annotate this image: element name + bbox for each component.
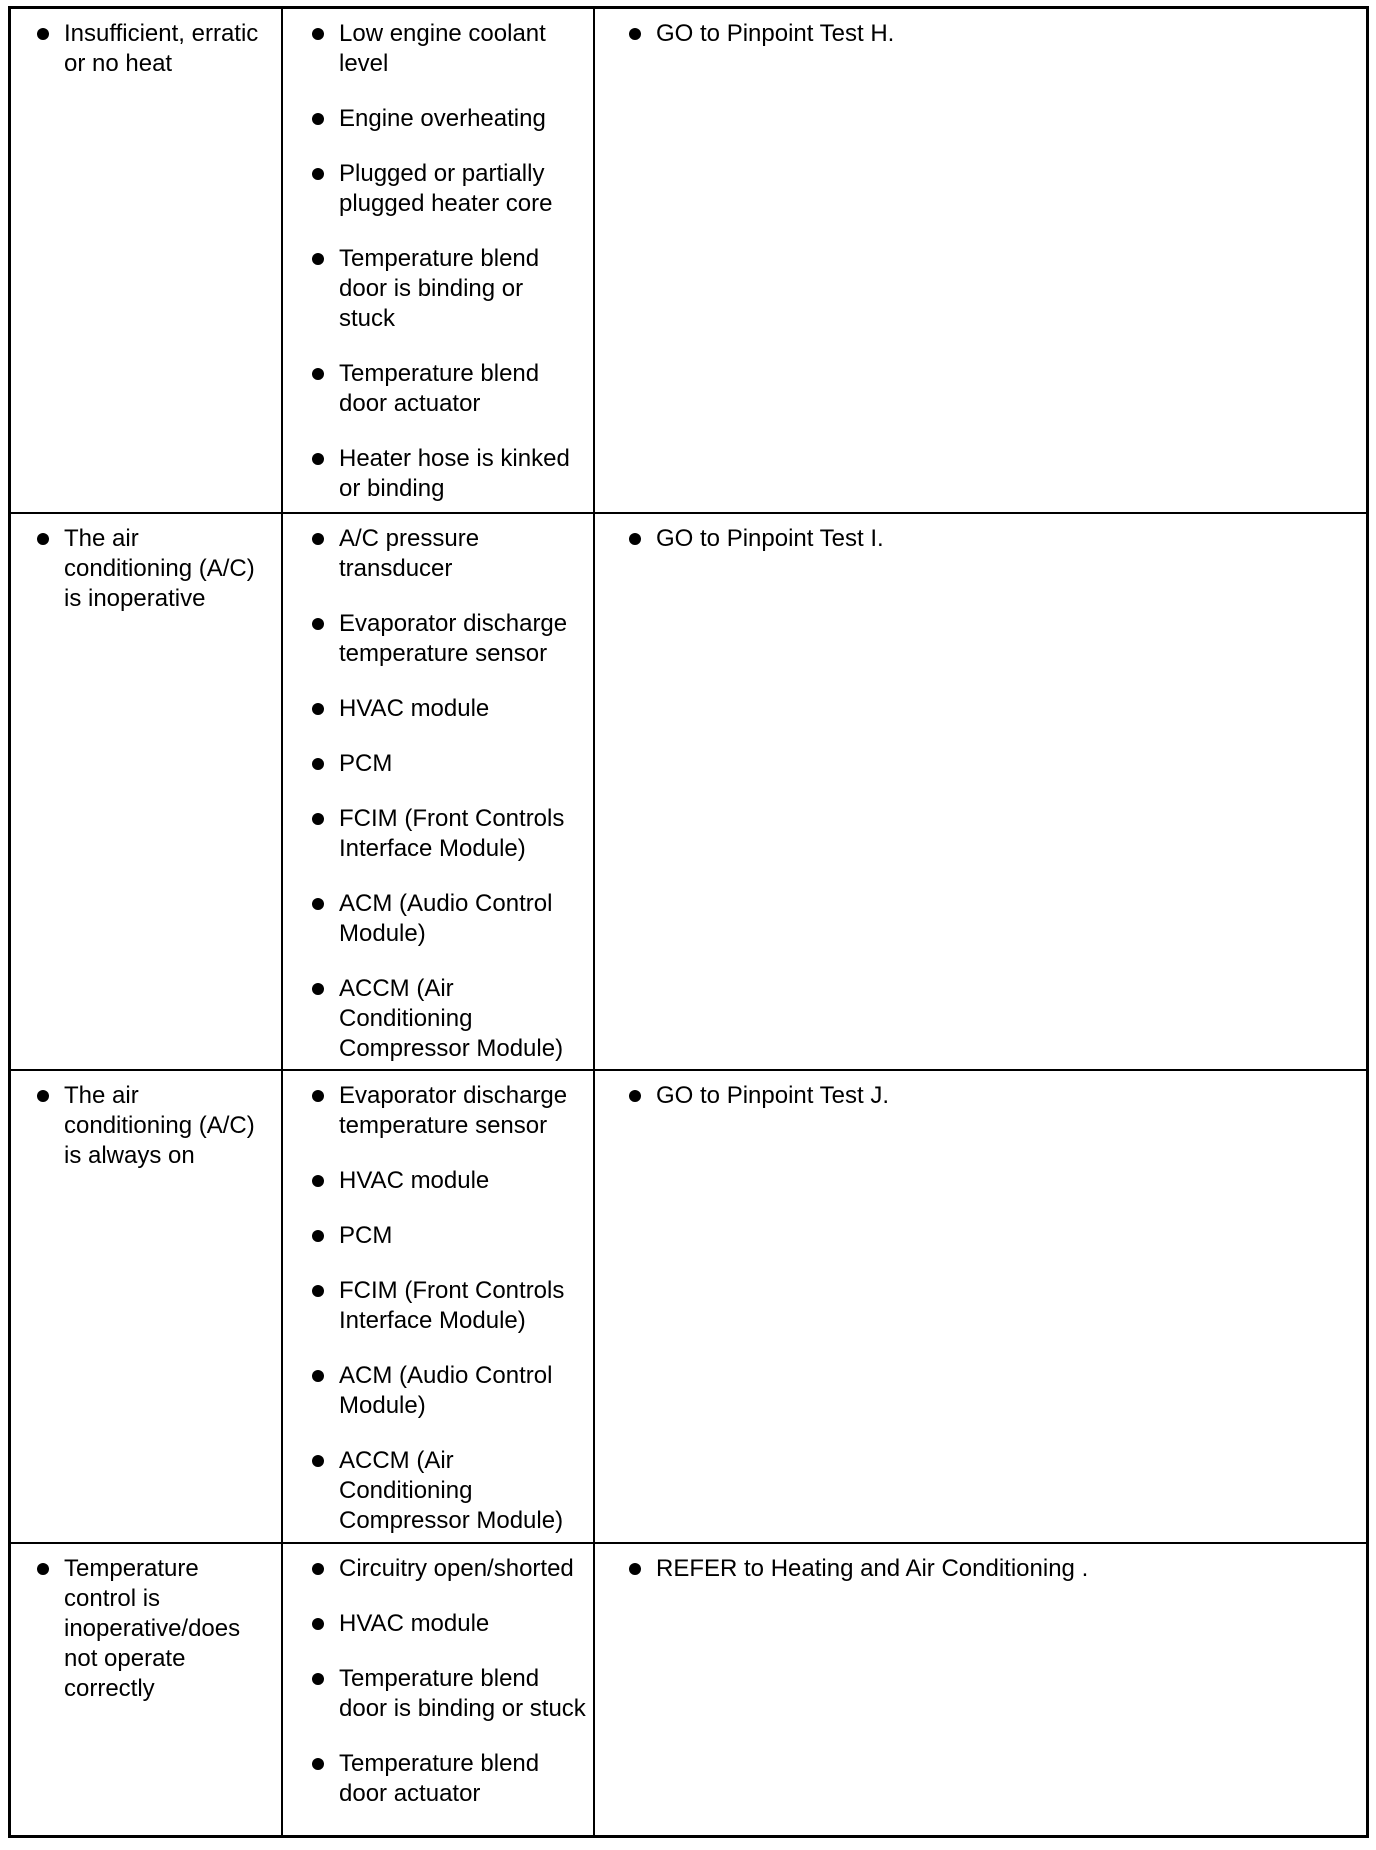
cause-text: Engine overheating <box>339 105 546 132</box>
bullet-icon <box>312 1090 324 1102</box>
action-cell <box>595 514 1369 1071</box>
action-text: GO to Pinpoint Test J. <box>656 1082 890 1109</box>
cause-item <box>309 1664 587 1724</box>
action-item <box>626 524 1361 554</box>
bullet-icon <box>629 1090 641 1102</box>
action-cell <box>595 9 1369 514</box>
cause-text: PCM <box>339 1222 393 1249</box>
condition-cell <box>11 1544 281 1838</box>
action-item <box>626 1081 1361 1111</box>
bullet-icon <box>312 533 324 545</box>
condition-item <box>34 1081 273 1171</box>
cause-item <box>309 1554 587 1584</box>
causes-cell <box>283 9 593 514</box>
cause-item <box>309 159 583 219</box>
condition-item <box>34 19 273 79</box>
bullet-icon <box>312 1230 324 1242</box>
cause-item <box>309 1276 587 1336</box>
cause-item <box>309 244 583 334</box>
cause-text: Temperature blend door actuator <box>339 1750 540 1807</box>
cause-item <box>309 1221 587 1251</box>
condition-text: Insufficient, erratic or no heat <box>64 20 259 77</box>
cause-text: Circuitry open/shorted <box>339 1555 574 1582</box>
bullet-icon <box>629 28 641 40</box>
cause-item <box>309 444 583 504</box>
table-row <box>11 9 1366 514</box>
bullet-icon <box>312 1370 324 1382</box>
cause-item <box>309 694 587 724</box>
bullet-icon <box>629 533 641 545</box>
cause-text: HVAC module <box>339 1167 490 1194</box>
cause-text: Heater hose is kinked or binding <box>339 445 570 502</box>
table-row <box>11 514 1366 1071</box>
bullet-icon <box>312 1455 324 1467</box>
causes-cell <box>283 1544 593 1838</box>
causes-cell <box>283 1071 593 1544</box>
bullet-icon <box>312 703 324 715</box>
cause-item <box>309 19 583 79</box>
cause-item <box>309 974 587 1064</box>
cause-text: Evaporator discharge temperature sensor <box>339 1082 568 1139</box>
condition-text: Temperature control is inoperative/does not operate correctly <box>64 1555 241 1702</box>
action-text: GO to Pinpoint Test I. <box>656 525 884 552</box>
condition-item <box>34 524 273 614</box>
bullet-icon <box>312 813 324 825</box>
cause-text: HVAC module <box>339 695 490 722</box>
cause-text: A/C pressure transducer <box>339 525 480 582</box>
cause-text: Evaporator discharge temperature sensor <box>339 610 568 667</box>
cause-item <box>309 1749 587 1809</box>
bullet-icon <box>629 1563 641 1575</box>
cause-item <box>309 1166 587 1196</box>
cause-text: PCM <box>339 750 393 777</box>
cause-text: HVAC module <box>339 1610 490 1637</box>
bullet-icon <box>312 168 324 180</box>
cause-text: Temperature blend door is binding or stuck <box>339 245 540 332</box>
bullet-icon <box>312 368 324 380</box>
bullet-icon <box>312 253 324 265</box>
cause-text: FCIM (Front Controls Interface Module) <box>339 805 565 862</box>
bullet-icon <box>37 533 49 545</box>
bullet-icon <box>312 1673 324 1685</box>
bullet-icon <box>312 1175 324 1187</box>
table-row <box>11 1544 1366 1838</box>
action-item <box>626 1554 1361 1584</box>
causes-cell <box>283 514 593 1071</box>
table-row <box>11 1071 1366 1544</box>
condition-cell <box>11 514 281 1071</box>
cause-item <box>309 804 587 864</box>
bullet-icon <box>312 28 324 40</box>
cause-text: ACM (Audio Control Module) <box>339 890 553 947</box>
bullet-icon <box>312 1563 324 1575</box>
cause-item <box>309 359 583 419</box>
action-item <box>626 19 1361 49</box>
action-text: GO to Pinpoint Test H. <box>656 20 895 47</box>
bullet-icon <box>312 1285 324 1297</box>
cause-text: Temperature blend door is binding or stuck <box>339 1665 586 1722</box>
action-cell <box>595 1071 1369 1544</box>
bullet-icon <box>312 618 324 630</box>
condition-cell <box>11 1071 281 1544</box>
action-cell <box>595 1544 1369 1838</box>
bullet-icon <box>37 1563 49 1575</box>
cause-item <box>309 1081 587 1141</box>
condition-text: The air conditioning (A/C) is always on <box>64 1082 255 1169</box>
cause-item <box>309 1446 587 1536</box>
cause-item <box>309 1609 587 1639</box>
cause-text: ACCM (Air Conditioning Compressor Module) <box>339 1447 564 1534</box>
bullet-icon <box>312 113 324 125</box>
cause-text: Low engine coolant level <box>339 20 546 77</box>
cause-item <box>309 889 587 949</box>
cause-item <box>309 1361 587 1421</box>
bullet-icon <box>312 1758 324 1770</box>
bullet-icon <box>37 28 49 40</box>
cause-text: ACM (Audio Control Module) <box>339 1362 553 1419</box>
condition-item <box>34 1554 273 1704</box>
cause-item <box>309 609 587 669</box>
condition-cell <box>11 9 281 514</box>
bullet-icon <box>312 758 324 770</box>
cause-item <box>309 749 587 779</box>
action-text: REFER to Heating and Air Conditioning . <box>656 1555 1089 1582</box>
cause-item <box>309 104 583 134</box>
cause-text: FCIM (Front Controls Interface Module) <box>339 1277 565 1334</box>
bullet-icon <box>312 898 324 910</box>
cause-text: Temperature blend door actuator <box>339 360 540 417</box>
bullet-icon <box>312 983 324 995</box>
bullet-icon <box>37 1090 49 1102</box>
cause-text: ACCM (Air Conditioning Compressor Module) <box>339 975 564 1062</box>
condition-text: The air conditioning (A/C) is inoperative <box>64 525 255 612</box>
cause-item <box>309 524 587 584</box>
diagnostic-table <box>8 6 1369 1838</box>
cause-text: Plugged or partially plugged heater core <box>339 160 553 217</box>
bullet-icon <box>312 453 324 465</box>
bullet-icon <box>312 1618 324 1630</box>
